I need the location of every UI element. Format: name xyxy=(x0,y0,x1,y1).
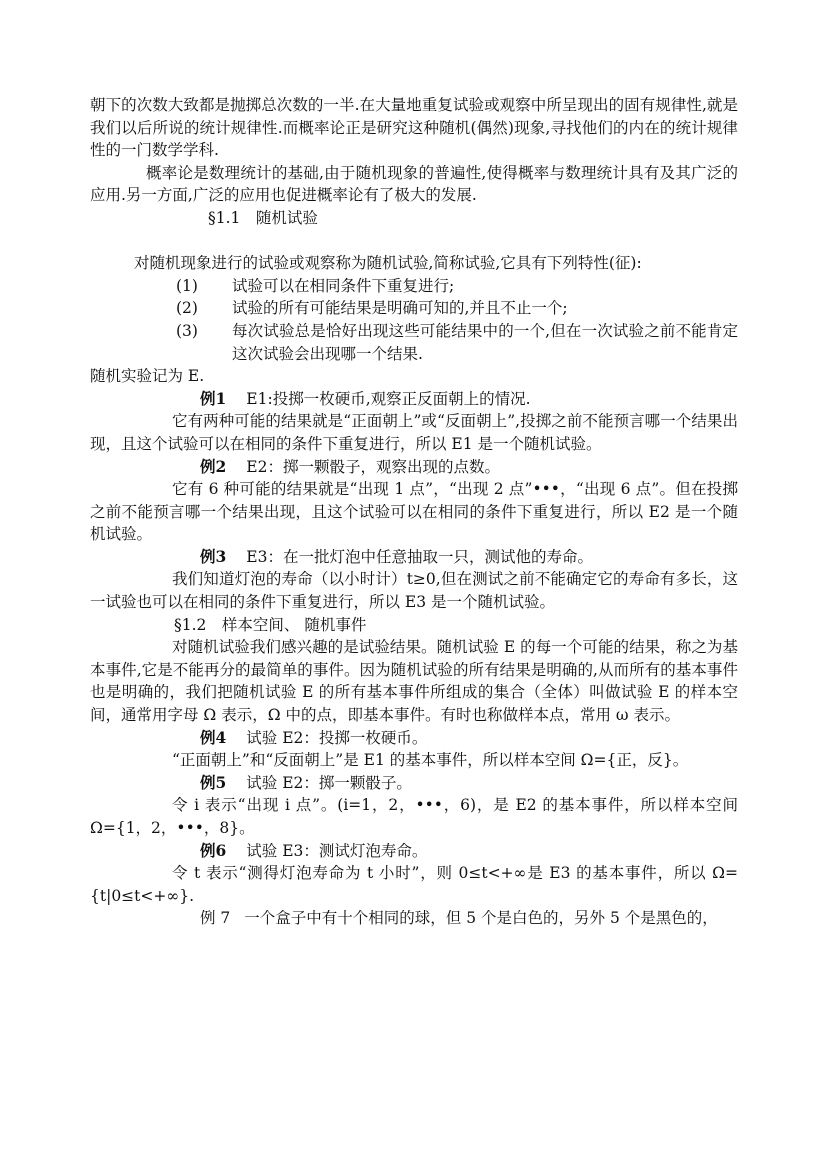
spacer xyxy=(90,230,738,253)
property-text: 试验的所有可能结果是明确可知的,并且不止一个; xyxy=(232,299,568,318)
intro-paragraph-1: 朝下的次数大致都是抛掷总次数的一半.在大量地重复试验或观察中所呈现出的固有规律性,就是我们以后所说的统计规律性.而概率论正是研究这种随机(偶然)现象,寻找他们的内在的统计规律性的一门数学学科. xyxy=(90,96,738,160)
property-number: (2) xyxy=(176,299,198,318)
example-4-heading xyxy=(90,727,738,750)
example-1-heading xyxy=(90,388,738,411)
example-1-body: 它有两种可能的结果就是“正面朝上”或“反面朝上”,投掷之前不能预言哪一个结果出现，且这个试验可以在相同的条件下重复进行，所以 E1 是一个随机试验。 xyxy=(90,412,738,453)
section-heading-1-2: §1.2 样本空间、 随机事件 xyxy=(174,615,367,634)
property-number: (1) xyxy=(176,276,198,295)
example-label: 例1 xyxy=(200,388,227,408)
section1-intro: 对随机现象进行的试验或观察称为随机试验,简称试验,它具有下列特性(征): xyxy=(134,254,642,273)
section-heading-1-1: §1.1 随机试验 xyxy=(208,208,318,227)
property-item-2 xyxy=(90,297,738,320)
example-title: E2：掷一颗骰子，观察出现的点数。 xyxy=(246,457,500,476)
intro-paragraph-2: 概率论是数理统计的基础,由于随机现象的普遍性,使得概率与数理统计具有及其广泛的应用.另一方面,广泛的应用也促进概率论有了极大的发展. xyxy=(90,163,738,205)
example-5-heading xyxy=(90,772,738,795)
example-title: E3：在一批灯泡中任意抽取一只，测试他的寿命。 xyxy=(246,547,593,566)
example-3-heading xyxy=(90,546,738,569)
example-title: E1:投掷一枚硬币,观察正反面朝上的情况. xyxy=(246,389,531,408)
example-title: 试验 E2：掷一颗骰子。 xyxy=(246,773,412,792)
example-label: 例5 xyxy=(200,772,227,792)
property-item-3 xyxy=(90,320,738,365)
example-7-heading xyxy=(90,907,738,930)
example-4-body: “正面朝上”和“反面朝上”是 E1 的基本事件，所以样本空间 Ω={正，反}。 xyxy=(172,751,689,770)
section2-intro: 对随机试验我们感兴趣的是试验结果。随机试验 E 的每一个可能的结果，称之为基本事件,它是不能再分的最简单的事件。因为随机试验的所有结果是明确的,从而所有的基本事件也是明确的，我们把随机试验 E 的所有基本事件所组成的集合（全体）叫做试验 E 的样本空间，通常用字母 Ω 表示，Ω 中的点，即基本事件。有时也称做样本点，常用 ω 表示。 xyxy=(90,638,738,725)
example-label: 例3 xyxy=(200,546,227,566)
example-2-body: 它有 6 种可能的结果就是“出现 1 点”，“出现 2 点”•••，“出现 6 点”。但在投掷之前不能预言哪一个结果出现，且这个试验可以在相同的条件下重复进行，所以 E2 是一个随机试验。 xyxy=(90,480,738,544)
example-label: 例 7 xyxy=(200,909,231,928)
document-page xyxy=(90,94,738,930)
experiment-note: 随机实验记为 E. xyxy=(90,367,205,386)
property-text: 试验可以在相同条件下重复进行; xyxy=(232,276,455,295)
example-label: 例6 xyxy=(200,840,227,860)
example-text: 一个盒子中有十个相同的球，但 5 个是白色的，另外 5 个是黑色的， xyxy=(244,909,718,928)
example-label: 例2 xyxy=(200,456,227,476)
example-2-heading xyxy=(90,456,738,479)
example-5-body: 令 i 表示“出现 i 点”。(i=1，2，•••，6)，是 E2 的基本事件，所以样本空间 Ω={1，2，•••，8}。 xyxy=(90,796,738,837)
property-text: 每次试验总是恰好出现这些可能结果中的一个,但在一次试验之前不能肯定这次试验会出现哪一个结果. xyxy=(232,321,738,363)
example-title: 试验 E2：投掷一枚硬币。 xyxy=(246,728,428,747)
example-6-body: 令 t 表示“测得灯泡寿命为 t 小时”，则 0≤t<+∞是 E3 的基本事件，所以 Ω={t|0≤t<+∞}. xyxy=(90,864,738,905)
property-item-1 xyxy=(90,275,738,298)
example-6-heading xyxy=(90,840,738,863)
property-number: (3) xyxy=(176,321,198,340)
example-title: 试验 E3：测试灯泡寿命。 xyxy=(246,841,428,860)
example-3-body: 我们知道灯泡的寿命（以小时计）t≥0,但在测试之前不能确定它的寿命有多长，这一试验也可以在相同的条件下重复进行，所以 E3 是一个随机试验。 xyxy=(90,570,738,612)
example-label: 例4 xyxy=(200,727,227,747)
